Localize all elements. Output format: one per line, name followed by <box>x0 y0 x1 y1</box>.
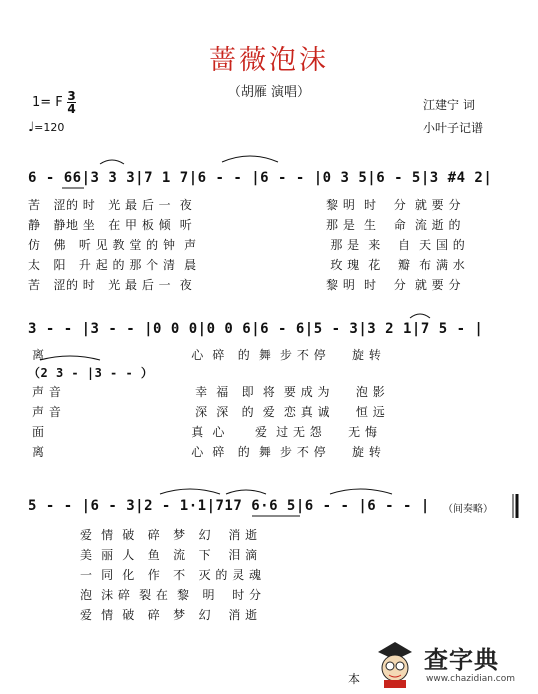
lyric-line: 声 音 幸 福 即 将 要 成 为 泡 影 <box>32 385 386 399</box>
repeat-notes: （2 3 - |3 - - ） <box>28 366 154 380</box>
slur <box>100 160 124 164</box>
lyric-line: 苦 涩的 时 光 最 后 一 夜 黎 明 时 分 就 要 分 <box>28 198 461 212</box>
lyric-line: 美 丽 人 鱼 流 下 泪 滴 <box>80 548 258 562</box>
watermark-url: www.chazidian.com <box>426 674 516 684</box>
song-title: 蔷薇泡沫 <box>209 45 329 76</box>
slur <box>226 490 266 494</box>
quarter-note-icon: ♩ <box>28 120 35 135</box>
repeat-slur <box>40 356 100 360</box>
slur <box>410 314 430 318</box>
watermark-logo <box>372 636 532 692</box>
lyric-line: 声 音 深 深 的 爱 恋 真 诚 恒 远 <box>32 405 386 419</box>
key-signature: 1= F <box>32 95 63 110</box>
tie <box>222 156 278 162</box>
lyric-line: 爱 情 破 碎 梦 幻 消 逝 <box>80 528 258 542</box>
meter-top: 3 <box>67 89 76 103</box>
tempo-mark: ♩=120 <box>28 120 65 135</box>
tie <box>330 489 392 494</box>
lyricist-credit: 江建宁 词 <box>423 98 475 112</box>
meter-bottom: 4 <box>67 102 76 116</box>
lyric-line: 苦 涩的 时 光 最 后 一 夜 黎 明 时 分 就 要 分 <box>28 278 461 292</box>
lyric-line: 一 同 化 作 不 灭 的 灵 魂 <box>80 568 262 582</box>
transcriber-credit: 小叶子记谱 <box>423 121 484 135</box>
system1-notes: 6 - 66|3 3 3|7 1 7|6 - - |6 - - |0 3 5|6 - 5|3 #4 2| <box>28 170 493 186</box>
lyric-line: 面 真 心 爱 过 无 怨 无 悔 <box>32 425 378 439</box>
footer-char: 本 <box>348 672 361 686</box>
slur <box>160 489 220 494</box>
lyric-line: 静 静地 坐 在 甲 板 倾 听 那 是 生 命 流 逝 的 <box>28 218 461 232</box>
lyric-line: 离 心 碎 的 舞 步 不 停 旋 转 <box>32 445 382 459</box>
system3-notes: 5 - - |6 - 3|2 - 1·1|717 6·6 5|6 - - |6 - - | <box>28 498 430 514</box>
watermark-text: 查字典 <box>424 646 499 674</box>
interlude-note: （间奏略） <box>443 504 493 515</box>
system2-lyric-line-1: 离 心 碎 的 舞 步 不 停 旋 转 <box>32 348 382 362</box>
lyric-line: 爱 情 破 碎 梦 幻 消 逝 <box>80 608 258 622</box>
system2-notes: 3 - - |3 - - |0 0 0|0 0 6|6 - 6|5 - 3|3 2 1|7 5 - | <box>28 321 484 337</box>
lyric-line: 仿 佛 听 见 教 堂 的 钟 声 那 是 来 自 天 国 的 <box>28 238 466 252</box>
mascot-icon <box>372 638 418 690</box>
singer-credit: （胡雁 演唱） <box>227 85 311 100</box>
lyric-line: 太 阳 升 起 的 那 个 清 晨 玫 瑰 花 瓣 布 满 水 <box>28 258 466 272</box>
lyric-line: 泡 沫 碎 裂 在 黎 明 时 分 <box>80 588 262 602</box>
